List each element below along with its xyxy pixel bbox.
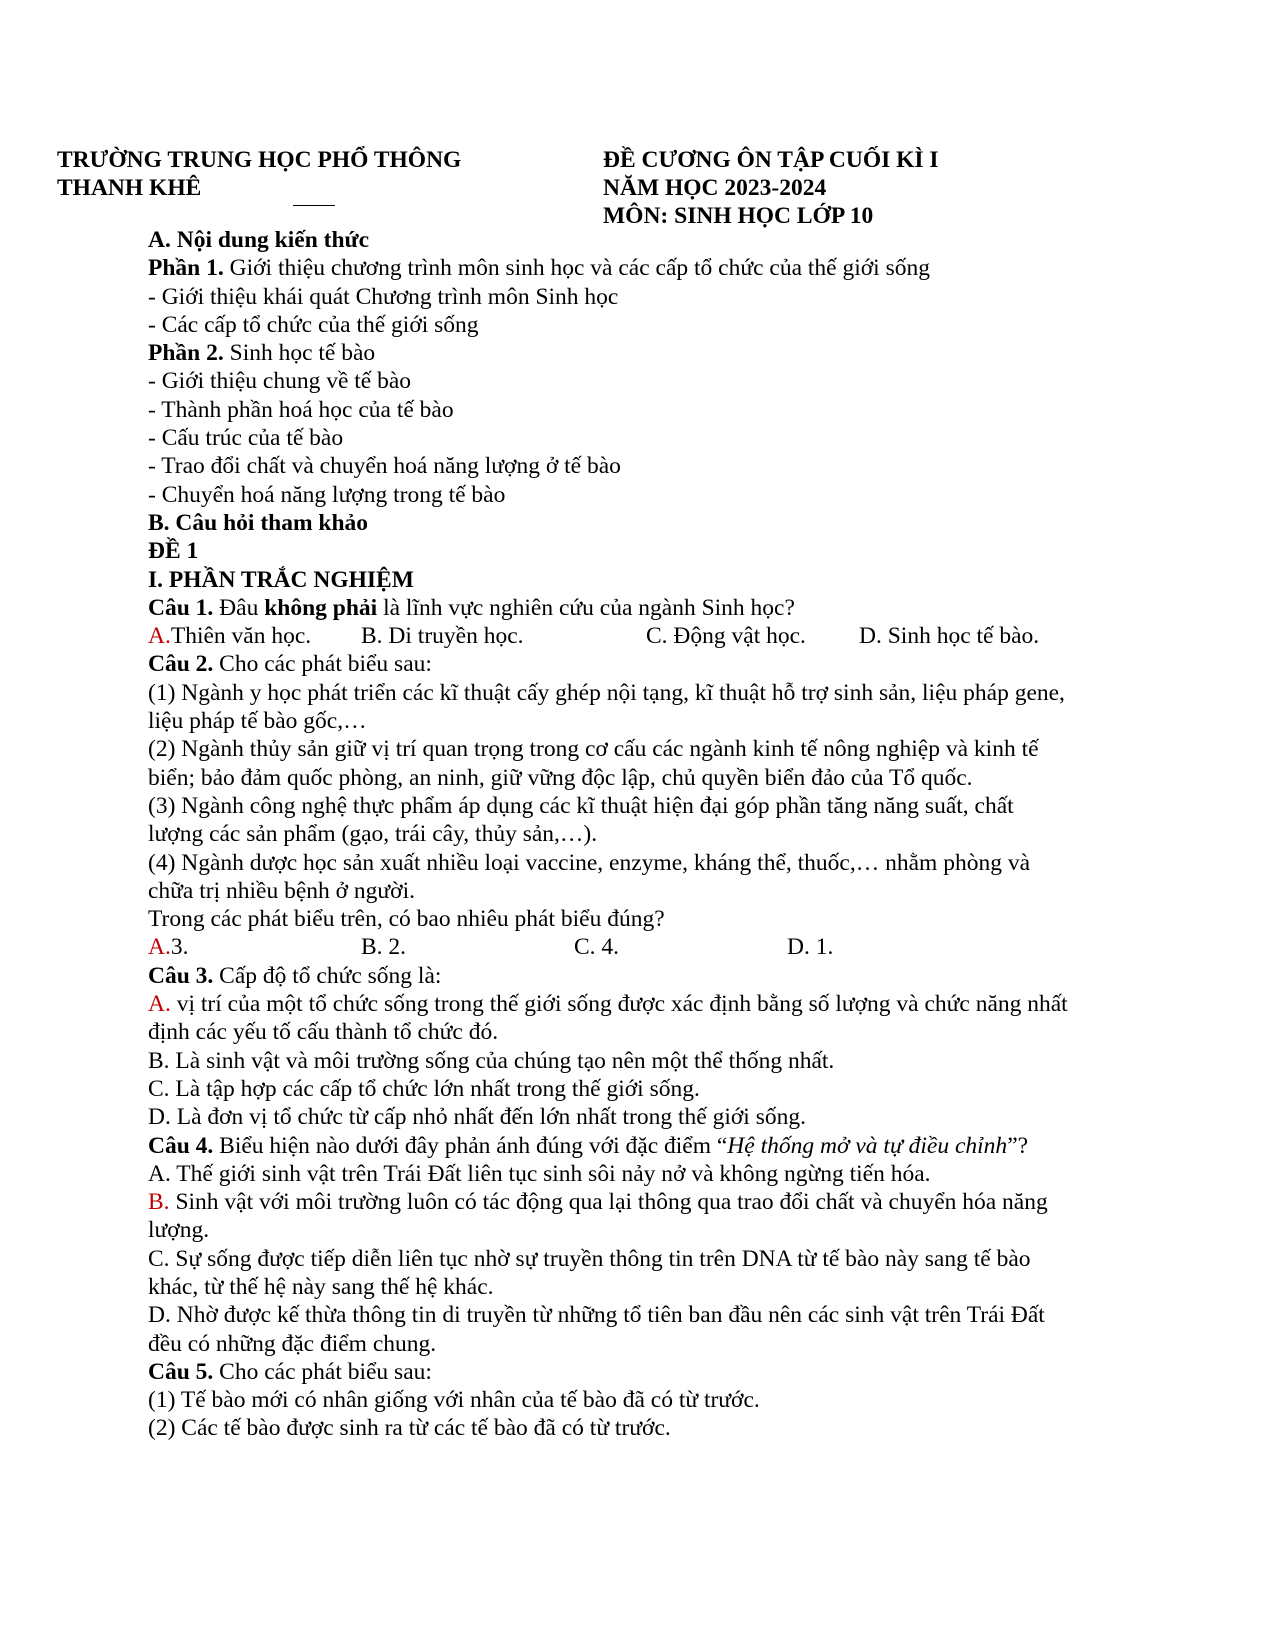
question-text: Biểu hiện nào dưới đây phản ánh đúng với đặc điểm “ [213, 1132, 728, 1159]
statement: (1) Tế bào mới có nhân giống với nhân của tế bào đã có từ trước. [148, 1387, 760, 1414]
part-2-item: - Trao đổi chất và chuyển hoá năng lượng ở tế bào [148, 453, 621, 480]
question-2 [148, 650, 1228, 678]
header-divider [293, 205, 335, 206]
section-b-heading: B. Câu hỏi tham khảo [148, 509, 369, 536]
part-2-heading [148, 339, 1228, 367]
option-b: B. Di truyền học. [361, 623, 524, 650]
question-1-options [148, 622, 1228, 650]
option-b: B. 2. [361, 934, 407, 961]
statement: (4) Ngành dược học sản xuất nhiều loại vaccine, enzyme, kháng thể, thuốc,… nhằm phòng và chữa trị nhiều bệnh ở người. [148, 849, 1030, 904]
title-line-1: ĐỀ CƯƠNG ÔN TẬP CUỐI KÌ I [603, 147, 939, 173]
question-3 [148, 962, 1228, 990]
document-title [603, 146, 1203, 230]
option-text: Sinh vật với môi trường luôn có tác động qua lại thông qua trao đổi chất và chuyển hóa năng lượng. [148, 1189, 1048, 1244]
question-4 [148, 1132, 1228, 1160]
statement: (2) Ngành thủy sản giữ vị trí quan trọng trong cơ cấu các ngành kinh tế nông nghiệp và kinh tế biển; bảo đảm quốc phòng, an ninh, giữ vững độc lập, chủ quyền biển đảo của Tổ quốc. [148, 736, 1039, 791]
question-5 [148, 1358, 1228, 1386]
school-line-1: TRƯỜNG TRUNG HỌC PHỔ THÔNG [57, 147, 462, 173]
school-name [57, 146, 557, 202]
option-c: C. Sự sống được tiếp diễn liên tục nhờ sự truyền thông tin trên DNA từ tế bào này sang tế bào khác, từ thế hệ này sang thế hệ khác. [148, 1245, 1031, 1300]
option-letter: B. [148, 1189, 170, 1216]
option-a [148, 990, 1068, 1047]
question-1 [148, 594, 1228, 622]
section-a-heading: A. Nội dung kiến thức [148, 227, 370, 253]
option-text: vị trí của một tổ chức sống trong thế giới sống được xác định bằng số lượng và chức năng nhất định các yếu tố cấu thành tổ chức đó. [148, 991, 1068, 1046]
option-a [148, 622, 361, 650]
part-2-item: - Giới thiệu chung về tế bào [148, 368, 412, 395]
option-letter: A. [148, 623, 171, 650]
question-label: Câu 3. [148, 962, 214, 989]
option-d: D. Nhờ được kế thừa thông tin di truyền từ những tổ tiên ban đầu nên các sinh vật trên Trái Đất đều có những đặc điểm chung. [148, 1302, 1045, 1357]
question-text: Cấp độ tổ chức sống là: [213, 962, 442, 989]
question-label: Câu 2. [148, 651, 214, 678]
school-line-2: THANH KHÊ [57, 175, 202, 201]
question-text: Cho các phát biểu sau: [213, 651, 432, 678]
part-1-label: Phần 1. [148, 255, 224, 282]
question-2-options [148, 933, 1228, 961]
question-text: là lĩnh vực nghiên cứu của ngành Sinh học? [377, 594, 795, 621]
part-1-item: - Giới thiệu khái quát Chương trình môn Sinh học [148, 283, 619, 310]
question-label: Câu 4. [148, 1132, 214, 1159]
question-label: Câu 5. [148, 1358, 214, 1385]
option-a [148, 933, 361, 961]
question-text: Đâu [213, 594, 265, 621]
part-1-text: Giới thiệu chương trình môn sinh học và các cấp tổ chức của thế giới sống [223, 255, 930, 282]
question-emphasis: Hệ thống mở và tự điều chỉnh [727, 1132, 1008, 1159]
exam-number: ĐỀ 1 [148, 538, 199, 565]
title-line-3: MÔN: SINH HỌC LỚP 10 [603, 203, 874, 229]
option-b [148, 1188, 1068, 1245]
document-body [148, 226, 1228, 1443]
part-2-text: Sinh học tế bào [223, 340, 376, 367]
part-1-heading [148, 254, 1228, 282]
statement: (3) Ngành công nghệ thực phẩm áp dụng các kĩ thuật hiện đại góp phần tăng năng suất, chất lượng các sản phẩm (gạo, trái cây, thủy sản,…). [148, 792, 1014, 848]
option-letter: A. [148, 991, 171, 1018]
part-2-label: Phần 2. [148, 340, 224, 367]
title-line-2: NĂM HỌC 2023-2024 [603, 175, 827, 201]
option-c: C. 4. [574, 934, 620, 961]
part-2-item: - Cấu trúc của tế bào [148, 425, 344, 452]
question-text: ”? [1007, 1132, 1029, 1159]
question-label: Câu 1. [148, 594, 214, 621]
option-c: C. Động vật học. [646, 623, 806, 650]
option-d: D. Là đơn vị tổ chức từ cấp nhỏ nhất đến lớn nhất trong thế giới sống. [148, 1104, 806, 1131]
option-d: D. Sinh học tế bào. [859, 623, 1040, 650]
statement: (2) Các tế bào được sinh ra từ các tế bào đã có từ trước. [148, 1415, 671, 1442]
option-text: 3. [170, 934, 189, 961]
part-1-item: - Các cấp tổ chức của thế giới sống [148, 311, 479, 338]
option-c: C. Là tập hợp các cấp tổ chức lớn nhất trong thế giới sống. [148, 1075, 700, 1102]
part-2-item: - Chuyển hoá năng lượng trong tế bào [148, 481, 506, 508]
option-letter: A. [148, 934, 171, 961]
question-prompt: Trong các phát biểu trên, có bao nhiêu phát biểu đúng? [148, 906, 665, 933]
option-b: B. Là sinh vật và môi trường sống của chúng tạo nên một thể thống nhất. [148, 1047, 835, 1074]
option-a: A. Thế giới sinh vật trên Trái Đất liên tục sinh sôi nảy nở và không ngừng tiến hóa. [148, 1160, 931, 1187]
option-d: D. 1. [787, 934, 834, 961]
multiple-choice-heading: I. PHẦN TRẮC NGHIỆM [148, 566, 414, 593]
question-emphasis: không phải [264, 594, 378, 621]
statement: (1) Ngành y học phát triển các kĩ thuật cấy ghép nội tạng, kĩ thuật hỗ trợ sinh sản, liệu pháp gene, liệu pháp tế bào gốc,… [148, 679, 1065, 735]
part-2-item: - Thành phần hoá học của tế bào [148, 396, 454, 423]
option-text: Thiên văn học. [170, 623, 312, 650]
question-text: Cho các phát biểu sau: [213, 1358, 432, 1385]
